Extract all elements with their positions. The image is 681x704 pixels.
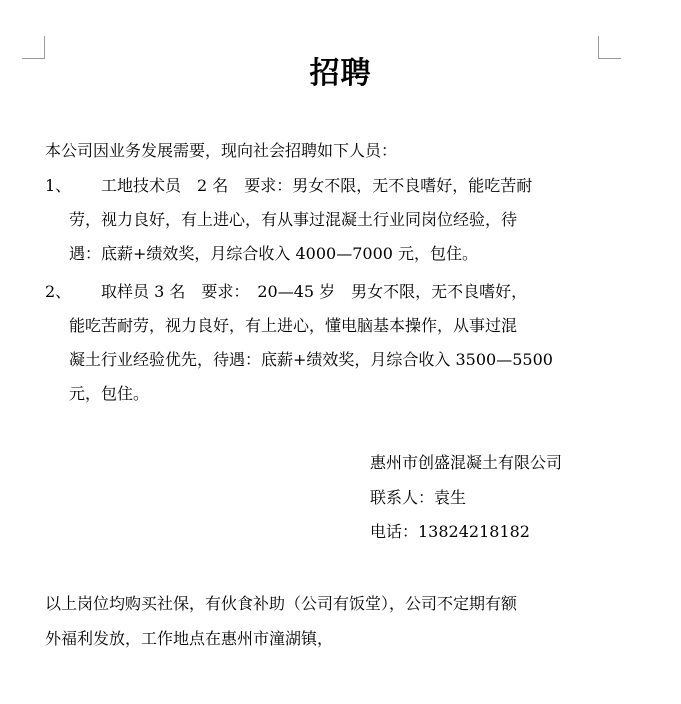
position-line: 劳，视力良好，有上进心，有从事过混凝土行业同岗位经验，待 (69, 210, 518, 229)
position-line: 工地技术员 2 名 要求：男女不限，无不良嗜好，能吃苦耐 (101, 176, 533, 195)
contact-person: 联系人：袁生 (370, 488, 467, 507)
document-title: 招聘 (309, 56, 372, 91)
position-number: 2、 (45, 282, 72, 301)
contact-phone: 电话：13824218182 (370, 522, 530, 541)
position-line: 能吃苦耐劳，视力良好，有上进心，懂电脑基本操作，从事过混 (69, 316, 518, 335)
position-line: 遇：底薪+绩效奖，月综合收入 4000—7000 元，包住。 (69, 244, 479, 263)
footer-line: 以上岗位均购买社保，有伙食补助（公司有饭堂），公司不定期有额 (45, 594, 518, 613)
intro-text: 本公司因业务发展需要，现向社会招聘如下人员： (45, 141, 398, 160)
company-name: 惠州市创盛混凝土有限公司 (370, 453, 563, 472)
position-number: 1、 (45, 176, 72, 195)
footer-line: 外福利发放，工作地点在惠州市潼湖镇， (45, 629, 334, 648)
position-line: 元，包住。 (69, 384, 150, 403)
position-line: 凝土行业经验优先，待遇：底薪+绩效奖，月综合收入 3500—5500 (69, 350, 553, 369)
position-line: 取样员 3 名 要求： 20—45 岁 男女不限，无不良嗜好， (101, 282, 528, 301)
